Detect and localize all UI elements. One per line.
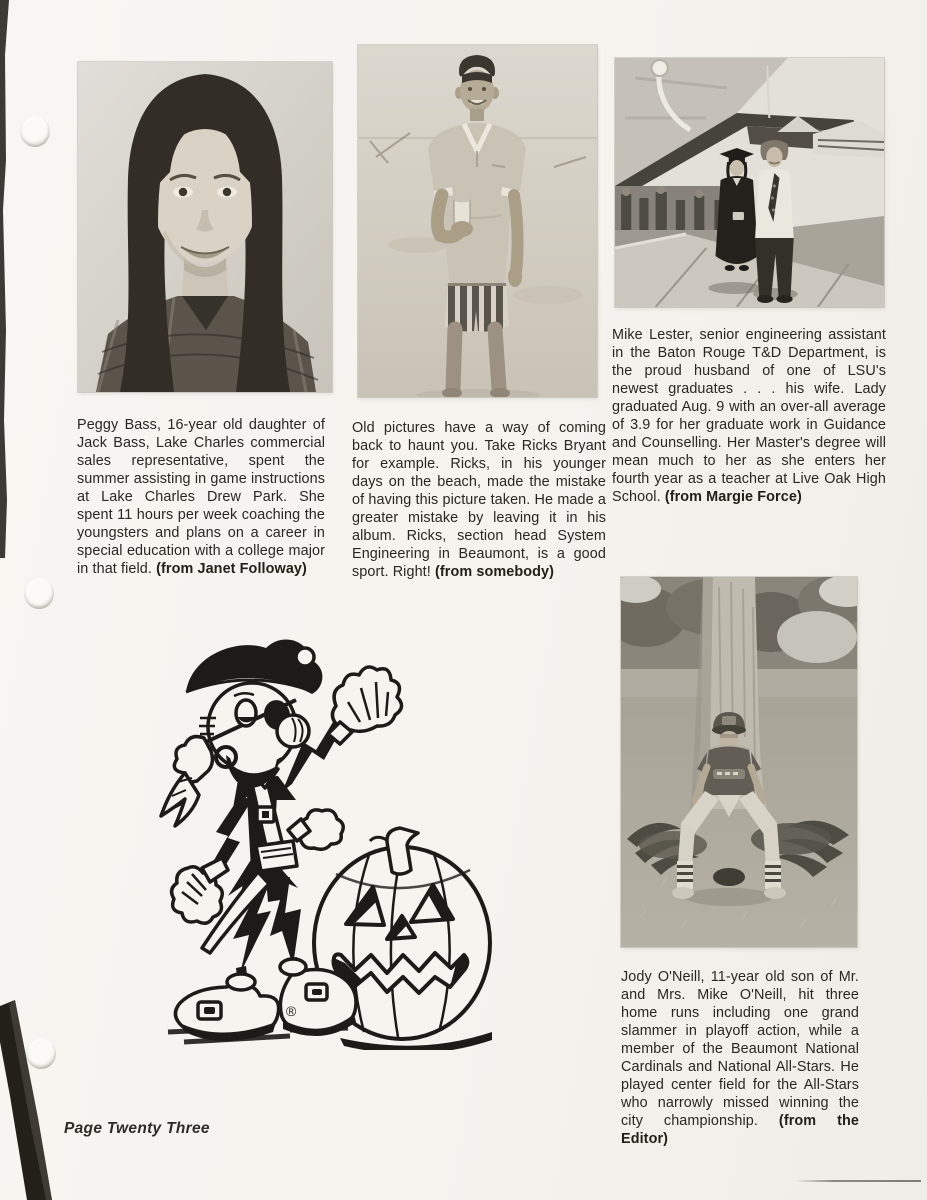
scan-edge-artifacts	[0, 0, 60, 1200]
peggy-bass-portrait-photo	[78, 62, 332, 392]
registered-trademark-symbol: ®	[286, 1003, 297, 1019]
caption-mike-lester	[612, 327, 886, 506]
caption-credit: (from Janet Followay)	[156, 560, 307, 577]
caption-text: Jody O'Neill, 11-year old son of Mr. and Mrs. Mike O'Neill, hit three home runs including one grand slammer in playoff action, while a member of the Beaumont National Cardinals and National All-Stars. He played center field for the All-Stars who narrowly missed winning the city championship.	[621, 969, 859, 1129]
caption-credit: (from the Editor)	[621, 1112, 859, 1147]
caption-peggy-bass	[77, 417, 325, 578]
caption-credit: (from somebody)	[435, 563, 555, 580]
caption-ricks-bryant	[352, 420, 606, 581]
mike-lester-graduation-photo	[615, 58, 884, 307]
pirate-pumpkin-cartoon	[140, 630, 505, 1050]
jody-oneill-baseball-photo	[621, 577, 857, 947]
caption-text: Old pictures have a way of coming back to haunt you. Take Ricks Bryant for example. Ricks, in his younger days on the beach, made the mistake of having this picture taken. He made a greater mistake by leaving it in his album. Ricks, section head System Engineering in Beaumont, is a good sport. Right!	[352, 420, 606, 580]
caption-text: Mike Lester, senior engineering assistant in the Baton Rouge T&D Department, is the proud husband of one of LSU's newest graduates . . . his wife. Lady graduated Aug. 9 with an over-all average of 3.9 for her graduate work in Guidance and Counselling. Her Master's degree will mean much to her as she enters her fourth year as a teacher at Live Oak High School.	[612, 327, 886, 505]
caption-text: Peggy Bass, 16-year old daughter of Jack Bass, Lake Charles commercial sales representative, spent the summer assisting in game instructions at Lake Charles Drew Park. She spent 11 hours per week coaching the youngsters and plans on a career in special education with a college major in that field.	[77, 417, 325, 577]
caption-credit: (from Margie Force)	[664, 488, 802, 505]
scan-hairline-artifact	[795, 1180, 921, 1182]
caption-jody-oneill	[621, 969, 859, 1148]
page-number-footer: Page Twenty Three	[64, 1120, 210, 1137]
ricks-bryant-beach-photo	[358, 45, 597, 397]
